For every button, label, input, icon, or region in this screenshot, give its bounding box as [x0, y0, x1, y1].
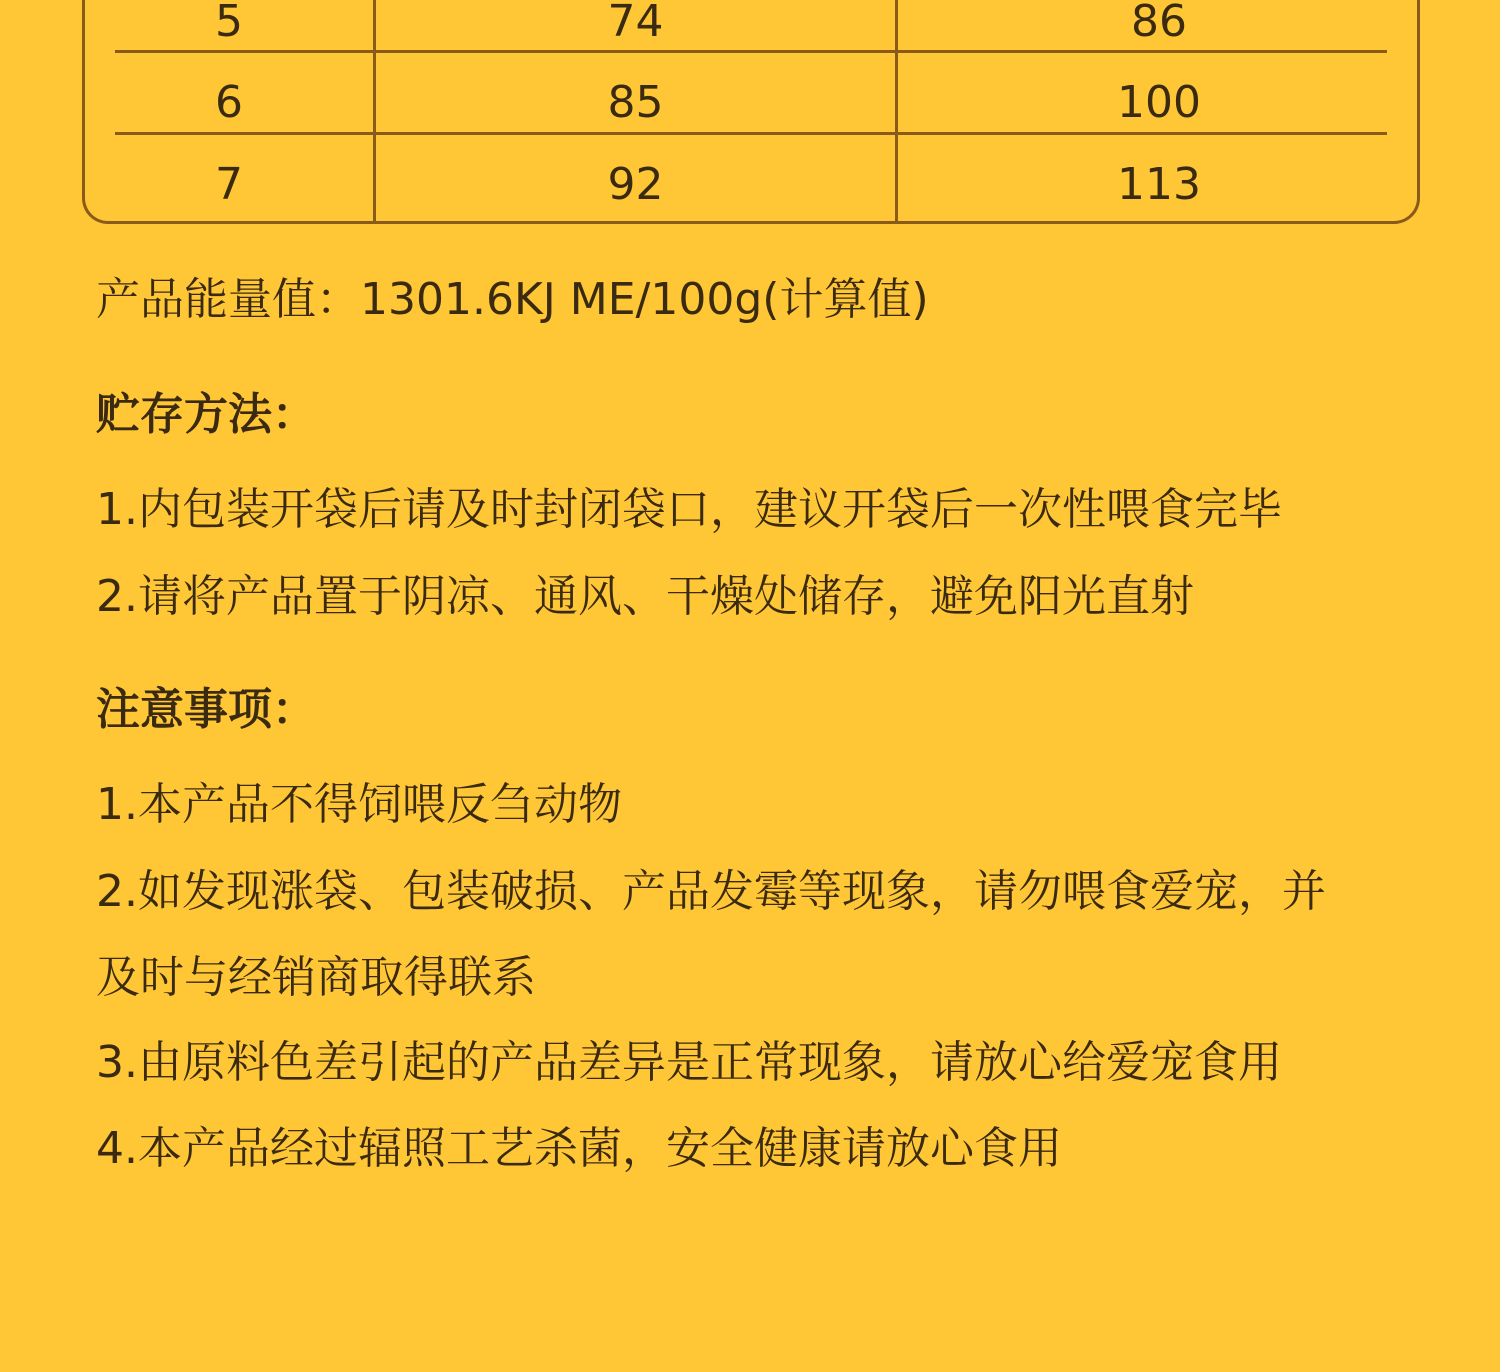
storage-item: 2.请将产品置于阴凉、通风、干燥处储存，避免阳光直射 — [96, 571, 1194, 622]
table-cell: 92 — [607, 159, 664, 210]
notes-item: 1.本产品不得饲喂反刍动物 — [96, 779, 622, 830]
table-cell: 6 — [215, 77, 243, 128]
notes-item: 2.如发现涨袋、包装破损、产品发霉等现象，请勿喂食爱宠，并 — [96, 866, 1326, 917]
notes-item: 4.本产品经过辐照工艺杀菌，安全健康请放心食用 — [96, 1123, 1062, 1174]
storage-item: 1.内包装开袋后请及时封闭袋口，建议开袋后一次性喂食完毕 — [96, 484, 1282, 535]
storage-heading: 贮存方法： — [96, 389, 316, 440]
energy-value: 产品能量值：1301.6KJ ME/100g(计算值) — [96, 274, 929, 325]
notes-item-continued: 及时与经销商取得联系 — [96, 952, 536, 1003]
table-cell: 85 — [607, 77, 664, 128]
feeding-table — [82, 0, 1420, 224]
table-cell: 74 — [607, 0, 664, 47]
table-cell: 7 — [215, 159, 243, 210]
table-cell: 5 — [215, 0, 243, 47]
table-cell: 113 — [1117, 159, 1201, 210]
notes-heading: 注意事项： — [96, 684, 316, 735]
table-cell: 100 — [1117, 77, 1201, 128]
table-cell: 86 — [1131, 0, 1187, 47]
notes-item: 3.由原料色差引起的产品差异是正常现象，请放心给爱宠食用 — [96, 1037, 1282, 1088]
